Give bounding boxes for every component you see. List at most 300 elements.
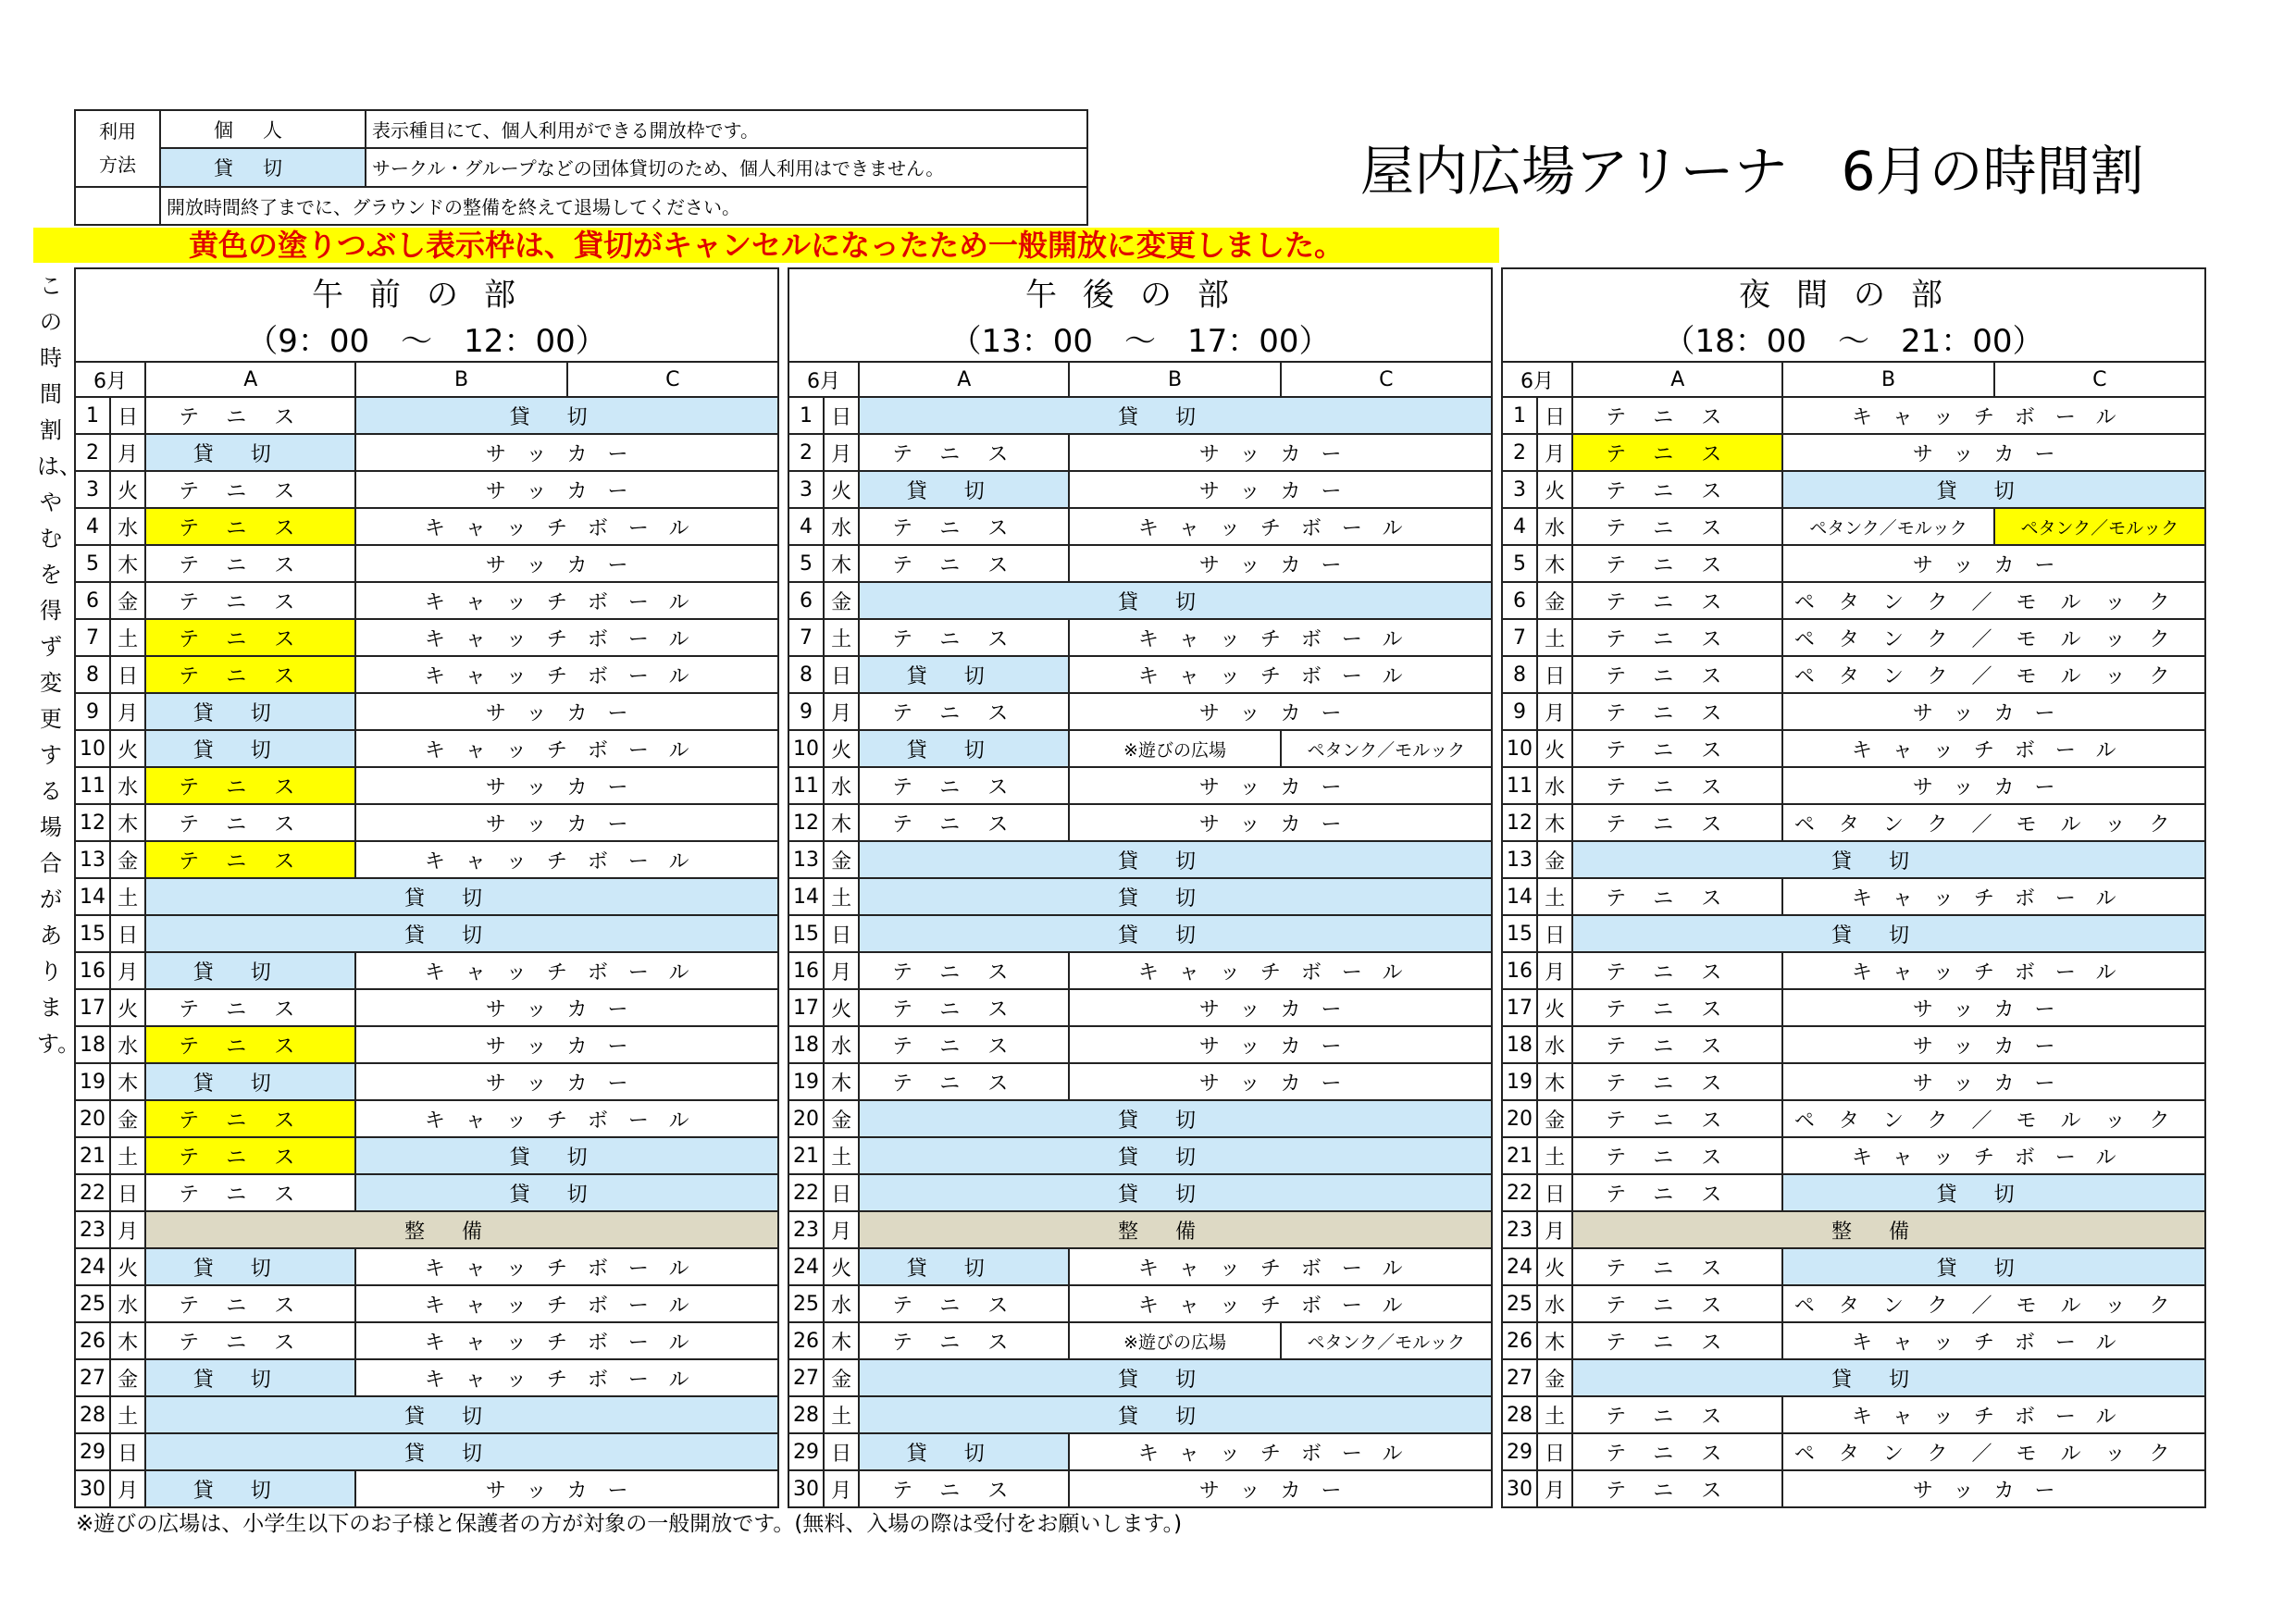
schedule-cell: テニス: [859, 1026, 1069, 1063]
weekday: 月: [110, 1211, 145, 1248]
day-number: 7: [1502, 619, 1537, 656]
day-number: 3: [1502, 471, 1537, 508]
schedule-cell: サッカー: [1782, 1063, 2205, 1100]
table-row: [1502, 1063, 2205, 1100]
weekday: 水: [824, 767, 859, 804]
schedule-cell: サッカー: [1782, 1026, 2205, 1063]
legend-individual-desc: 表示種目にて、個人利用ができる開放枠です。: [366, 110, 1087, 148]
schedule-cell: サッカー: [355, 545, 778, 582]
table-row: [1502, 767, 2205, 804]
day-number: 14: [788, 878, 824, 915]
schedule-cell: 貸切: [859, 1174, 1492, 1211]
weekday: 日: [824, 1174, 859, 1211]
weekday: 金: [824, 841, 859, 878]
schedule-cell: テニス: [145, 841, 355, 878]
weekday: 木: [110, 545, 145, 582]
schedule-cell: ペタンク／モルック: [1281, 1322, 1492, 1359]
schedule-cell: キャッチボール: [1069, 508, 1492, 545]
weekday: 月: [824, 1470, 859, 1507]
table-row: [788, 952, 1492, 989]
day-number: 20: [1502, 1100, 1537, 1137]
schedule-cell: キャッチボール: [1069, 656, 1492, 693]
weekday: 火: [1537, 471, 1572, 508]
table-row: [75, 1322, 778, 1359]
table-row: [75, 1433, 778, 1470]
day-number: 10: [788, 730, 824, 767]
day-number: 10: [75, 730, 110, 767]
schedule-cell: キャッチボール: [1782, 1137, 2205, 1174]
day-number: 11: [1502, 767, 1537, 804]
schedule-cell: テニス: [859, 989, 1069, 1026]
schedule-cell: テニス: [859, 1322, 1069, 1359]
table-row: [75, 878, 778, 915]
schedule-cell: 貸切: [145, 1359, 355, 1396]
schedule-cell: キャッチボール: [1782, 397, 2205, 434]
schedule-cell: ペタンク／モルック: [1782, 1100, 2205, 1137]
schedule-cell: ペタンク／モルック: [1994, 508, 2205, 545]
schedule-cell: サッカー: [355, 1063, 778, 1100]
cancellation-banner: 黄色の塗りつぶし表示枠は、貸切がキャンセルになったため一般開放に変更しました。: [33, 228, 1499, 263]
day-number: 18: [788, 1026, 824, 1063]
column-a: A: [1572, 362, 1782, 397]
schedule-cell: 貸切: [859, 1248, 1069, 1285]
legend-charter-desc: サークル・グループなどの団体貸切のため、個人利用はできません。: [366, 148, 1087, 186]
schedule-cell: 貸切: [355, 1174, 778, 1211]
weekday: 月: [824, 1211, 859, 1248]
table-row: [788, 508, 1492, 545]
table-row: [788, 1137, 1492, 1174]
schedule-cell: テニス: [145, 656, 355, 693]
schedule-cell: テニス: [1572, 582, 1782, 619]
weekday: 木: [1537, 1063, 1572, 1100]
column-month: 6月: [1502, 362, 1572, 397]
weekday: 木: [824, 545, 859, 582]
schedule-cell: キャッチボール: [355, 508, 778, 545]
table-row: [1502, 656, 2205, 693]
day-number: 22: [1502, 1174, 1537, 1211]
schedule-cell: テニス: [1572, 656, 1782, 693]
table-row: [1502, 989, 2205, 1026]
schedule-cell: テニス: [859, 619, 1069, 656]
weekday: 土: [110, 1396, 145, 1433]
schedule-cell: サッカー: [1069, 693, 1492, 730]
weekday: 月: [1537, 1211, 1572, 1248]
weekday: 月: [824, 693, 859, 730]
table-row: [788, 1100, 1492, 1137]
weekday: 日: [1537, 915, 1572, 952]
schedule-cell: キャッチボール: [355, 1100, 778, 1137]
weekday: 水: [824, 1026, 859, 1063]
column-c: C: [1994, 362, 2205, 397]
schedule-cell: テニス: [145, 582, 355, 619]
table-row: [1502, 471, 2205, 508]
weekday: 金: [110, 1100, 145, 1137]
vertical-change-note: この時間割は、やむを得ず変更する場合があります。: [37, 273, 81, 1057]
table-row: [1502, 1285, 2205, 1322]
table-row: [75, 1026, 778, 1063]
day-number: 26: [788, 1322, 824, 1359]
schedule-cell: サッカー: [355, 471, 778, 508]
table-row: [75, 989, 778, 1026]
table-row: [75, 1174, 778, 1211]
table-row: [1502, 841, 2205, 878]
schedule-cell: テニス: [1572, 434, 1782, 471]
schedule-cell: キャッチボール: [1782, 730, 2205, 767]
day-number: 19: [1502, 1063, 1537, 1100]
table-row: [1502, 397, 2205, 434]
schedule-cell: 貸切: [859, 582, 1492, 619]
day-number: 7: [788, 619, 824, 656]
weekday: 水: [1537, 1026, 1572, 1063]
table-row: [75, 397, 778, 434]
schedule-cell: 貸切: [145, 1396, 778, 1433]
table-row: [75, 656, 778, 693]
table-row: [788, 656, 1492, 693]
table-row: [75, 1137, 778, 1174]
day-number: 3: [75, 471, 110, 508]
table-row: [788, 1359, 1492, 1396]
day-number: 17: [75, 989, 110, 1026]
schedule-cell: 貸切: [1572, 841, 2205, 878]
schedule-cell: ペタンク／モルック: [1782, 1433, 2205, 1470]
table-row: [788, 1248, 1492, 1285]
table-row: [1502, 1211, 2205, 1248]
schedule-cell: 貸切: [145, 1248, 355, 1285]
weekday: 木: [1537, 1322, 1572, 1359]
day-number: 25: [1502, 1285, 1537, 1322]
table-row: [1502, 545, 2205, 582]
table-row: [75, 1359, 778, 1396]
schedule-cell: テニス: [1572, 730, 1782, 767]
section-title: 午前の部: [75, 268, 778, 315]
schedule-cell: テニス: [145, 989, 355, 1026]
schedule-cell: ペタンク／モルック: [1281, 730, 1492, 767]
schedule-cell: テニス: [1572, 1285, 1782, 1322]
schedule-cell: 整備: [1572, 1211, 2205, 1248]
schedule-cell: キャッチボール: [1069, 619, 1492, 656]
schedule-cell: テニス: [145, 1322, 355, 1359]
weekday: 金: [110, 841, 145, 878]
schedule-cell: テニス: [1572, 1433, 1782, 1470]
schedule-cell: テニス: [859, 545, 1069, 582]
schedule-cell: 貸切: [859, 471, 1069, 508]
legend-table: [74, 109, 1088, 226]
schedule-cell: テニス: [1572, 1470, 1782, 1507]
day-number: 2: [788, 434, 824, 471]
schedule-cell: ※遊びの広場: [1069, 1322, 1280, 1359]
weekday: 日: [824, 915, 859, 952]
day-number: 13: [788, 841, 824, 878]
day-number: 25: [788, 1285, 824, 1322]
day-number: 12: [75, 804, 110, 841]
table-row: [1502, 952, 2205, 989]
schedule-cell: キャッチボール: [1782, 952, 2205, 989]
legend-individual-key: 個人: [160, 110, 366, 148]
day-number: 26: [75, 1322, 110, 1359]
weekday: 土: [110, 878, 145, 915]
table-row: [1502, 693, 2205, 730]
day-number: 6: [788, 582, 824, 619]
weekday: 日: [1537, 656, 1572, 693]
table-row: [788, 989, 1492, 1026]
weekday: 日: [110, 1174, 145, 1211]
table-row: [1502, 915, 2205, 952]
schedule-cell: キャッチボール: [355, 1285, 778, 1322]
day-number: 1: [1502, 397, 1537, 434]
weekday: 水: [1537, 767, 1572, 804]
day-number: 28: [788, 1396, 824, 1433]
day-number: 5: [75, 545, 110, 582]
schedule-cell: テニス: [145, 619, 355, 656]
day-number: 19: [75, 1063, 110, 1100]
usage-method-label: 利用 方法: [75, 110, 160, 187]
schedule-cell: サッカー: [1069, 545, 1492, 582]
section-time: （9：00 ～ 12：00）: [75, 315, 778, 362]
schedule-cell: 貸切: [145, 1433, 778, 1470]
day-number: 13: [1502, 841, 1537, 878]
schedule-cell: 貸切: [1782, 471, 2205, 508]
schedule-cell: サッカー: [1069, 471, 1492, 508]
schedule-cell: キャッチボール: [1069, 1285, 1492, 1322]
schedule-cell: テニス: [145, 767, 355, 804]
day-number: 14: [75, 878, 110, 915]
schedule-cell: テニス: [1572, 1396, 1782, 1433]
column-b: B: [1069, 362, 1280, 397]
column-month: 6月: [788, 362, 859, 397]
day-number: 23: [788, 1211, 824, 1248]
schedule-cell: サッカー: [1069, 1026, 1492, 1063]
schedule-cell: ペタンク／モルック: [1782, 656, 2205, 693]
day-number: 23: [75, 1211, 110, 1248]
schedule-cell: キャッチボール: [1069, 952, 1492, 989]
day-number: 11: [788, 767, 824, 804]
schedule-cell: サッカー: [1069, 989, 1492, 1026]
schedule-cell: テニス: [145, 1026, 355, 1063]
day-number: 9: [75, 693, 110, 730]
table-row: [75, 508, 778, 545]
schedule-cell: サッカー: [1782, 693, 2205, 730]
table-row: [788, 582, 1492, 619]
schedule-cell: テニス: [1572, 1063, 1782, 1100]
weekday: 土: [110, 619, 145, 656]
schedule-cell: サッカー: [1782, 1470, 2205, 1507]
schedule-cell: テニス: [145, 804, 355, 841]
weekday: 日: [1537, 1174, 1572, 1211]
weekday: 木: [110, 804, 145, 841]
day-number: 30: [75, 1470, 110, 1507]
table-row: [1502, 878, 2205, 915]
table-row: [1502, 1100, 2205, 1137]
weekday: 土: [1537, 1396, 1572, 1433]
table-row: [75, 804, 778, 841]
section-title: 夜間の部: [1502, 268, 2205, 315]
schedule-cell: 貸切: [1782, 1248, 2205, 1285]
table-row: [788, 693, 1492, 730]
weekday: 火: [1537, 989, 1572, 1026]
weekday: 金: [1537, 841, 1572, 878]
weekday: 土: [824, 1396, 859, 1433]
schedule-cell: 貸切: [859, 878, 1492, 915]
page-title: 屋内広場アリーナ 6月の時間割: [1360, 140, 2144, 203]
table-row: [788, 1322, 1492, 1359]
schedule-cell: サッカー: [1069, 1470, 1492, 1507]
schedule-cell: テニス: [859, 767, 1069, 804]
day-number: 1: [788, 397, 824, 434]
schedule-cell: 貸切: [145, 878, 778, 915]
timetable-section: [788, 267, 1493, 1508]
column-b: B: [355, 362, 566, 397]
legend-closing-note: 開放時間終了までに、グラウンドの整備を終えて退場してください。: [160, 187, 1087, 225]
schedule-cell: テニス: [1572, 878, 1782, 915]
weekday: 火: [824, 471, 859, 508]
day-number: 15: [788, 915, 824, 952]
schedule-cell: テニス: [1572, 1322, 1782, 1359]
schedule-cell: 貸切: [859, 841, 1492, 878]
table-row: [75, 1248, 778, 1285]
schedule-cell: テニス: [145, 508, 355, 545]
weekday: 日: [824, 656, 859, 693]
table-row: [1502, 1174, 2205, 1211]
day-number: 21: [788, 1137, 824, 1174]
weekday: 水: [110, 767, 145, 804]
table-row: [75, 730, 778, 767]
schedule-cell: キャッチボール: [355, 1359, 778, 1396]
day-number: 29: [788, 1433, 824, 1470]
schedule-cell: 貸切: [859, 1433, 1069, 1470]
schedule-cell: 貸切: [355, 1137, 778, 1174]
section-time: （18：00 ～ 21：00）: [1502, 315, 2205, 362]
weekday: 金: [110, 582, 145, 619]
weekday: 土: [110, 1137, 145, 1174]
schedule-cell: サッカー: [355, 1026, 778, 1063]
table-row: [75, 693, 778, 730]
schedule-cell: テニス: [859, 804, 1069, 841]
weekday: 月: [1537, 693, 1572, 730]
column-b: B: [1782, 362, 1993, 397]
day-number: 27: [75, 1359, 110, 1396]
schedule-cell: ペタンク／モルック: [1782, 1285, 2205, 1322]
weekday: 土: [824, 619, 859, 656]
table-row: [788, 730, 1492, 767]
day-number: 30: [788, 1470, 824, 1507]
schedule-cell: テニス: [1572, 693, 1782, 730]
day-number: 20: [75, 1100, 110, 1137]
day-number: 27: [1502, 1359, 1537, 1396]
weekday: 火: [824, 730, 859, 767]
schedule-cell: テニス: [1572, 804, 1782, 841]
schedule-cell: テニス: [859, 952, 1069, 989]
table-row: [788, 915, 1492, 952]
column-c: C: [1281, 362, 1492, 397]
table-row: [75, 471, 778, 508]
schedule-cell: キャッチボール: [1069, 1433, 1492, 1470]
schedule-cell: キャッチボール: [1069, 1248, 1492, 1285]
day-number: 12: [788, 804, 824, 841]
schedule-cell: テニス: [859, 434, 1069, 471]
table-row: [788, 434, 1492, 471]
schedule-cell: テニス: [859, 1063, 1069, 1100]
schedule-cell: 貸切: [859, 1359, 1492, 1396]
schedule-cell: テニス: [859, 508, 1069, 545]
schedule-cell: 貸切: [859, 397, 1492, 434]
weekday: 火: [110, 989, 145, 1026]
day-number: 26: [1502, 1322, 1537, 1359]
day-number: 15: [75, 915, 110, 952]
schedule-cell: テニス: [1572, 1248, 1782, 1285]
schedule-cell: テニス: [859, 1285, 1069, 1322]
weekday: 水: [1537, 1285, 1572, 1322]
weekday: 月: [110, 434, 145, 471]
weekday: 水: [1537, 508, 1572, 545]
weekday: 火: [110, 471, 145, 508]
day-number: 15: [1502, 915, 1537, 952]
schedule-cell: ※遊びの広場: [1069, 730, 1280, 767]
footnote: ※遊びの広場は、小学生以下のお子様と保護者の方が対象の一般開放です。(無料、入場の際は受付をお願いします。): [76, 1512, 1183, 1536]
schedule-cell: サッカー: [355, 693, 778, 730]
schedule-cell: キャッチボール: [1782, 878, 2205, 915]
weekday: 月: [110, 1470, 145, 1507]
day-number: 16: [1502, 952, 1537, 989]
schedule-cell: サッカー: [1782, 989, 2205, 1026]
schedule-cell: 貸切: [145, 952, 355, 989]
weekday: 木: [1537, 545, 1572, 582]
schedule-cell: キャッチボール: [355, 952, 778, 989]
weekday: 日: [110, 397, 145, 434]
table-row: [75, 434, 778, 471]
weekday: 水: [824, 1285, 859, 1322]
weekday: 金: [1537, 1359, 1572, 1396]
table-row: [788, 397, 1492, 434]
day-number: 22: [788, 1174, 824, 1211]
table-row: [75, 841, 778, 878]
day-number: 9: [788, 693, 824, 730]
weekday: 木: [1537, 804, 1572, 841]
day-number: 6: [1502, 582, 1537, 619]
table-row: [1502, 730, 2205, 767]
table-row: [1502, 434, 2205, 471]
weekday: 火: [1537, 730, 1572, 767]
weekday: 日: [1537, 397, 1572, 434]
weekday: 土: [824, 1137, 859, 1174]
weekday: 金: [824, 1100, 859, 1137]
day-number: 24: [1502, 1248, 1537, 1285]
day-number: 24: [788, 1248, 824, 1285]
schedule-cell: 貸切: [859, 1137, 1492, 1174]
weekday: 月: [1537, 1470, 1572, 1507]
weekday: 日: [824, 1433, 859, 1470]
day-number: 5: [788, 545, 824, 582]
table-row: [75, 952, 778, 989]
schedule-cell: テニス: [1572, 397, 1782, 434]
schedule-cell: サッカー: [1069, 804, 1492, 841]
day-number: 21: [75, 1137, 110, 1174]
day-number: 30: [1502, 1470, 1537, 1507]
schedule-cell: 貸切: [145, 915, 778, 952]
schedule-cell: テニス: [1572, 989, 1782, 1026]
day-number: 16: [75, 952, 110, 989]
weekday: 水: [110, 1285, 145, 1322]
weekday: 土: [1537, 878, 1572, 915]
day-number: 4: [75, 508, 110, 545]
day-number: 20: [788, 1100, 824, 1137]
table-row: [788, 878, 1492, 915]
schedule-cell: キャッチボール: [1782, 1396, 2205, 1433]
schedule-cell: テニス: [145, 1137, 355, 1174]
schedule-cell: テニス: [859, 693, 1069, 730]
schedule-cell: 貸切: [145, 1063, 355, 1100]
table-row: [788, 1285, 1492, 1322]
schedule-cell: テニス: [145, 397, 355, 434]
